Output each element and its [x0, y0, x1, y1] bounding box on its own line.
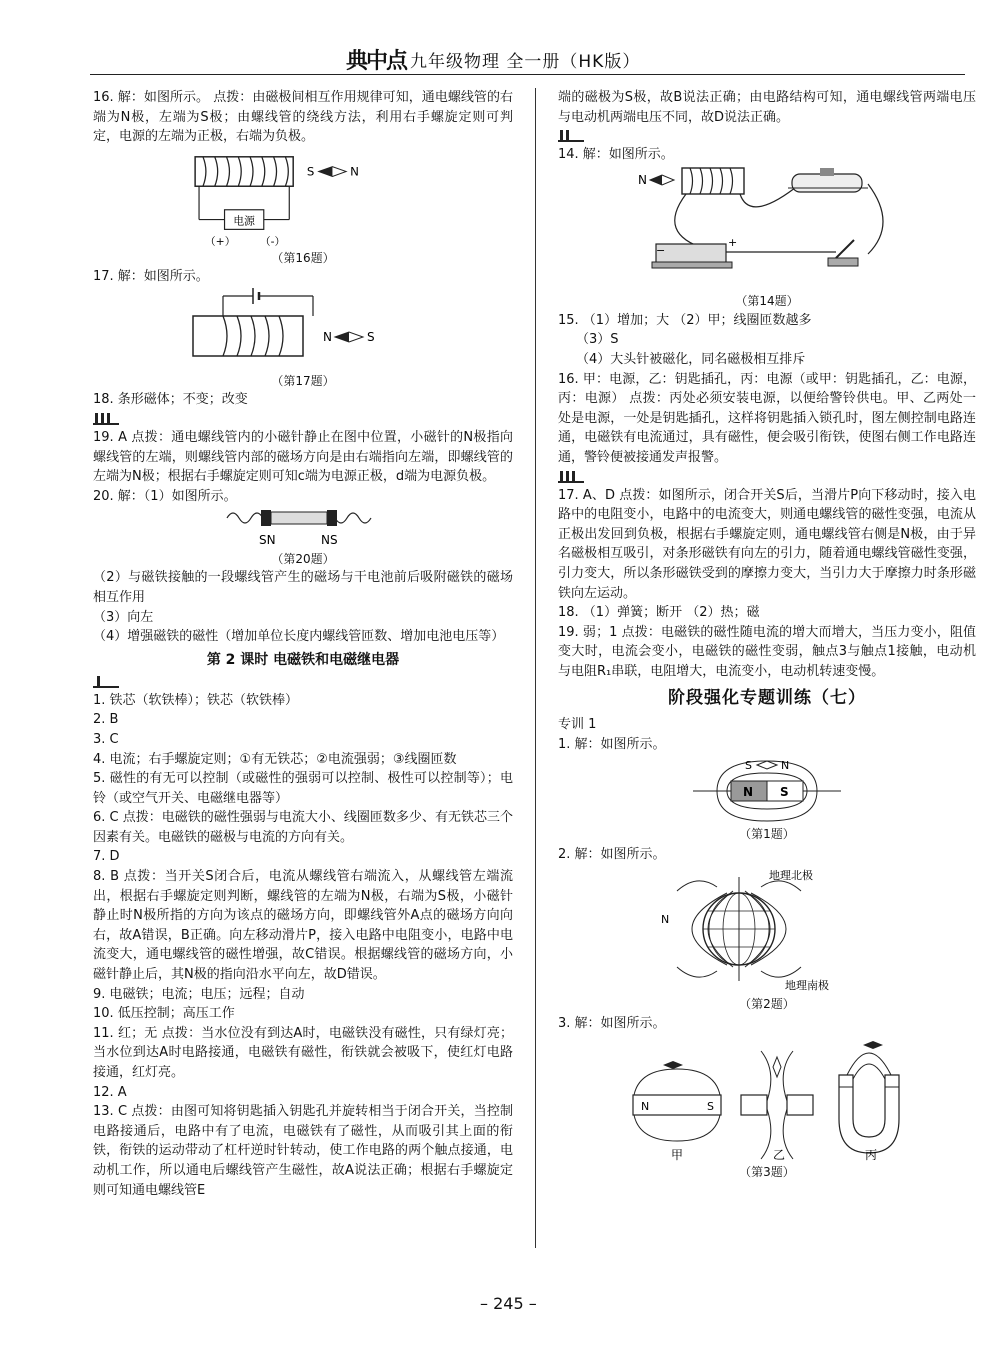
s-pole-label: S	[306, 164, 315, 179]
list-item: 8. B 点拨：当开关S闭合后，电流从螺线管右端流入，从螺线管左端流出，根据右手螺旋定则判断，螺线管的左端为N极，右端为S极，小磁针静止时N极所指的方向为该点的磁场方向，即螺线管外A点的磁场方向向右，故A错误，B正确。向左移动滑片P，接入电路中电阻变小，电路中电流变大，通电螺线管的磁性增强，故C错误。根据螺线管的磁场方向，小磁针静止后，其N极的指向沿水平向左，故D错误。	[93, 869, 513, 983]
label-jia: 甲	[671, 1147, 684, 1162]
circuit-with-rheostat-diagram	[632, 166, 902, 292]
minus-label: （-）	[259, 234, 286, 248]
list-item: 3. C	[93, 731, 119, 747]
brand-logo: 典中点	[346, 48, 407, 74]
caption-16: （第16题）	[271, 250, 335, 265]
book-title: 九年级物理 全一册（HK版）	[410, 52, 641, 72]
caption-1: （第1题）	[739, 826, 795, 841]
level-marker-icon	[93, 673, 513, 691]
answer-15: 15. （1）增加；大 （2）甲；线圈匝数越多	[558, 312, 812, 328]
solenoid-circuit-diagram	[173, 147, 433, 249]
label-yi: 乙	[773, 1147, 786, 1162]
list-item: 5. 磁性的有无可以控制（或磁性的强弱可以控制、极性可以控制等）；电铃（或空气开关、电磁继电器等）	[93, 771, 513, 806]
section-title: 第 2 课时 电磁铁和电磁继电器	[206, 651, 400, 668]
answer-16: 16. 解：如图所示。 点拨：由磁极间相互作用规律可知，通电螺线管的右端为N极，左端为S极；由螺线管的绕线方法，利用右手螺旋定则可判定，电源的左端为正极，右端为负极。	[93, 90, 513, 145]
question-2: 2. 解：如图所示。	[558, 846, 666, 862]
label-bing: 丙	[865, 1147, 878, 1162]
answer-20-2: （2）与磁铁接触的一段螺线管产生的磁场与干电池前后吸附磁铁的磁场相互作用	[93, 570, 513, 605]
n-pole-label: N	[350, 164, 359, 179]
question-1: 1. 解：如图所示。	[558, 737, 666, 753]
power-source-label: 电源	[233, 214, 255, 228]
geographic-south-label: 地理南极	[785, 979, 829, 993]
figure-16	[93, 147, 513, 267]
question-3: 3. 解：如图所示。	[558, 1016, 666, 1032]
bar-magnet-field-diagram	[687, 757, 847, 825]
svg-text:+: +	[728, 235, 738, 249]
answer-17: 17. 解：如图所示。	[93, 268, 209, 284]
geographic-north-label: 地理北极	[769, 869, 813, 883]
answer-20-3: （3）向左	[93, 609, 154, 625]
magnet-n-label: N	[641, 1099, 650, 1113]
figure-2	[558, 864, 976, 1014]
list-item: 4. 电流；右手螺旋定则；①有无铁芯；②电流强弱；③线圈匝数	[93, 751, 457, 767]
level-marker-icon	[93, 410, 513, 428]
figure-3	[558, 1034, 976, 1182]
answer-14: 14. 解：如图所示。	[558, 147, 674, 163]
caption-14: （第14题）	[735, 293, 799, 308]
figure-14	[558, 165, 976, 311]
answer-16: 16. 甲：电源，乙：钥匙插孔，丙：电源（或甲：钥匙插孔，乙：电源，丙：电源） 点拨：丙处必须安装电源，以便给警铃供电。甲、乙两处一处是电源，一处是钥匙插孔，这样将钥匙插入锁孔时，图左侧控制电路连通，电磁铁有电流通过，具有磁性，便会吸引衔铁，使图右侧工作电路连通，警铃便被接通发声报警。	[558, 371, 976, 465]
caption-20: （第20题）	[271, 552, 335, 567]
earth-magnetic-field-diagram	[657, 865, 877, 995]
list-item: 10. 低压控制；高压工作	[93, 1006, 235, 1022]
list-item: 2. B	[93, 712, 119, 728]
solenoid-battery-diagram	[183, 286, 423, 372]
plus-label: （+）	[204, 234, 236, 248]
three-magnets-diagram	[617, 1035, 917, 1163]
answer-15-3: （3）S	[576, 332, 619, 348]
figure-1	[558, 755, 976, 845]
compass-n-label: N	[661, 913, 670, 927]
page-header	[90, 40, 965, 75]
answer-13-cont: 端的磁极为S极，故B说法正确；由电路结构可知，通电螺线管两端电压与电动机两端电压不同，故D说法正确。	[558, 90, 976, 125]
s-pole-label: S	[367, 330, 375, 345]
ns-label: NS	[321, 533, 338, 548]
list-item: 6. C 点拨：电磁铁的磁性强弱与电流大小、线圈匝数多少、有无铁芯三个因素有关。电磁铁的磁极与电流的方向有关。	[93, 810, 513, 845]
n-pole-label: N	[638, 172, 647, 187]
right-column	[558, 88, 976, 1182]
answer-20-4: （4）增强磁铁的磁性（增加单位长度内螺线管匝数、增加电池电压等）	[93, 629, 505, 645]
answer-18: 18. （1）弹簧；断开 （2）热；磁	[558, 605, 760, 621]
sn-label: SN	[259, 533, 276, 548]
list-item: 13. C 点拨：由图可知将钥匙插入钥匙孔并旋转相当于闭合开关，当控制电路接通后，电路中有了电流，电磁铁有了磁性，从而吸引其上面的衔铁，衔铁的运动带动了杠杆逆时针转动，使工作电路的两个触点接通，电动机工作，所以通电后螺线管产生磁性，故A说法正确；根据右手螺旋定则可知通电螺线管E	[93, 1104, 513, 1198]
list-item: 11. 红；无 点拨：当水位没有到达A时，电磁铁没有磁性，只有绿灯亮；当水位到达A时电路接通，电磁铁有磁性，衔铁就会被吸下，使红灯电路接通，红灯亮。	[93, 1025, 513, 1080]
n-pole-label: N	[743, 784, 754, 799]
list-item: 9. 电磁铁；电流；电压；远程；自动	[93, 986, 305, 1002]
magnet-s-label: S	[707, 1099, 714, 1113]
answer-17: 17. A、D 点拨：如图所示，闭合开关S后，当滑片P向下移动时，接入电路中的电阻变小，电路中的电流变大，则通电螺线管的磁性变强，电流从正极出发回到负极，根据右手螺旋定则，通电螺线管右侧是N极，由于异名磁极相互吸引，对条形磁铁有向左的引力，随着通电螺线管磁性变强，引力变大，所以条形磁铁受到的摩擦力变大，当引力大于摩擦力时条形磁铁向左运动。	[558, 487, 976, 601]
answer-20: 20. 解：（1）如图所示。	[93, 488, 237, 504]
figure-20	[93, 506, 513, 568]
n-pole-label: N	[323, 330, 332, 345]
answer-18: 18. 条形磁体；不变；改变	[93, 392, 248, 408]
level-marker-icon	[558, 127, 976, 145]
caption-3: （第3题）	[739, 1164, 795, 1179]
level-marker-icon	[558, 468, 976, 486]
s-pole-label: S	[780, 784, 789, 799]
answer-19: 19. 弱；1 点拨：电磁铁的磁性随电流的增大而增大，当压力变小，阻值变大时，电流会变小，电磁铁的磁性变弱，触点3与触点1接触，电动机与电阻R₁串联，电阻增大，电流变小，电动机转速变慢。	[558, 624, 976, 679]
list-item: 7. D	[93, 849, 120, 865]
answer-19: 19. A 点拨：通电螺线管内的小磁针静止在图中位置，小磁针的N极指向螺线管的左端，则螺线管内部的磁场方向是由右端指向左端，即螺线管的左端为N极；根据右手螺旋定则可知c端为电源正极，d端为电源负极。	[93, 429, 513, 485]
caption-2: （第2题）	[739, 997, 795, 1012]
compass-n-label: N	[781, 758, 790, 772]
caption-17: （第17题）	[271, 374, 335, 389]
answer-15-4: （4）大头针被磁化，同名磁极相互排斥	[576, 351, 806, 367]
list-item: 1. 铁芯（软铁棒）；铁芯（软铁棒）	[93, 692, 299, 708]
svg-text:−: −	[656, 243, 666, 257]
chapter-title: 阶段强化专题训练（七）	[668, 688, 866, 709]
left-column	[93, 88, 513, 1200]
column-divider	[535, 88, 536, 1248]
answer-list	[93, 691, 513, 1200]
sub-section: 专训 1	[558, 717, 597, 733]
compass-s-label: S	[745, 758, 752, 772]
page-number: – 245 –	[480, 1294, 537, 1313]
figure-17	[93, 286, 513, 390]
list-item: 12. A	[93, 1084, 127, 1100]
spring-magnet-diagram	[223, 506, 383, 550]
